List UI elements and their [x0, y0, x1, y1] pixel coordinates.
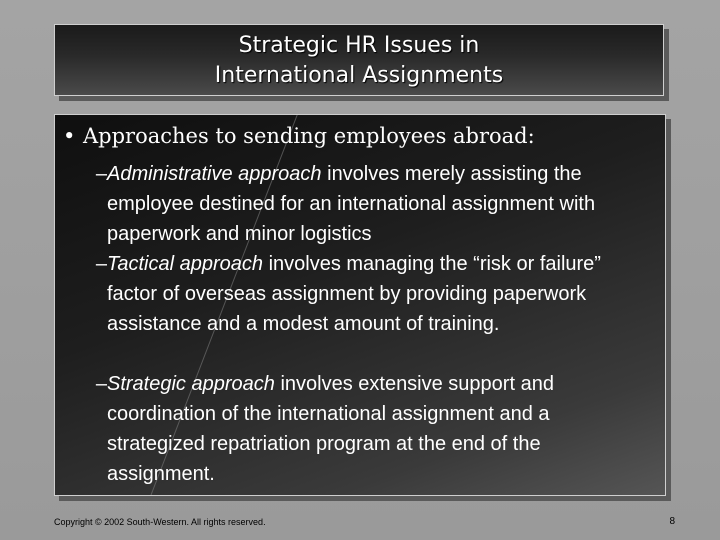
sub-item-strategic	[67, 369, 647, 489]
sub-item-marker: –	[95, 373, 107, 395]
copyright-footer: Copyright © 2002 South-Western. All rights reserved.	[54, 517, 266, 527]
sub-item-marker: –	[95, 163, 107, 185]
bullet-marker: •	[63, 124, 76, 148]
sub-item-term: Strategic approach	[107, 373, 275, 395]
main-bullet	[63, 121, 653, 151]
sub-item-marker: –	[95, 253, 107, 275]
sub-item-term: Tactical approach	[107, 253, 264, 275]
slide-content-box	[54, 114, 666, 496]
sub-item-text: involves managing the “risk or failure” factor of overseas assignment by providing paperwork assistance and a modest amount of training.	[107, 253, 601, 335]
sub-item-text: involves extensive support and coordination of the international assignment and a strategized repatriation program at the end of the assignment.	[107, 373, 554, 485]
sub-item-text: involves merely assisting the employee destined for an international assignment with paperwork and minor logistics	[107, 163, 596, 245]
main-bullet-text: Approaches to sending employees abroad:	[83, 124, 535, 148]
sub-item-term: Administrative approach	[107, 163, 322, 185]
slide-title-line-2: International Assignments	[214, 63, 504, 88]
page-number: 8	[669, 516, 675, 527]
sub-item-administrative	[67, 159, 647, 249]
slide-title-line-1: Strategic HR Issues in	[238, 33, 480, 58]
sub-item-tactical	[67, 249, 647, 339]
slide-title-box	[54, 24, 664, 96]
